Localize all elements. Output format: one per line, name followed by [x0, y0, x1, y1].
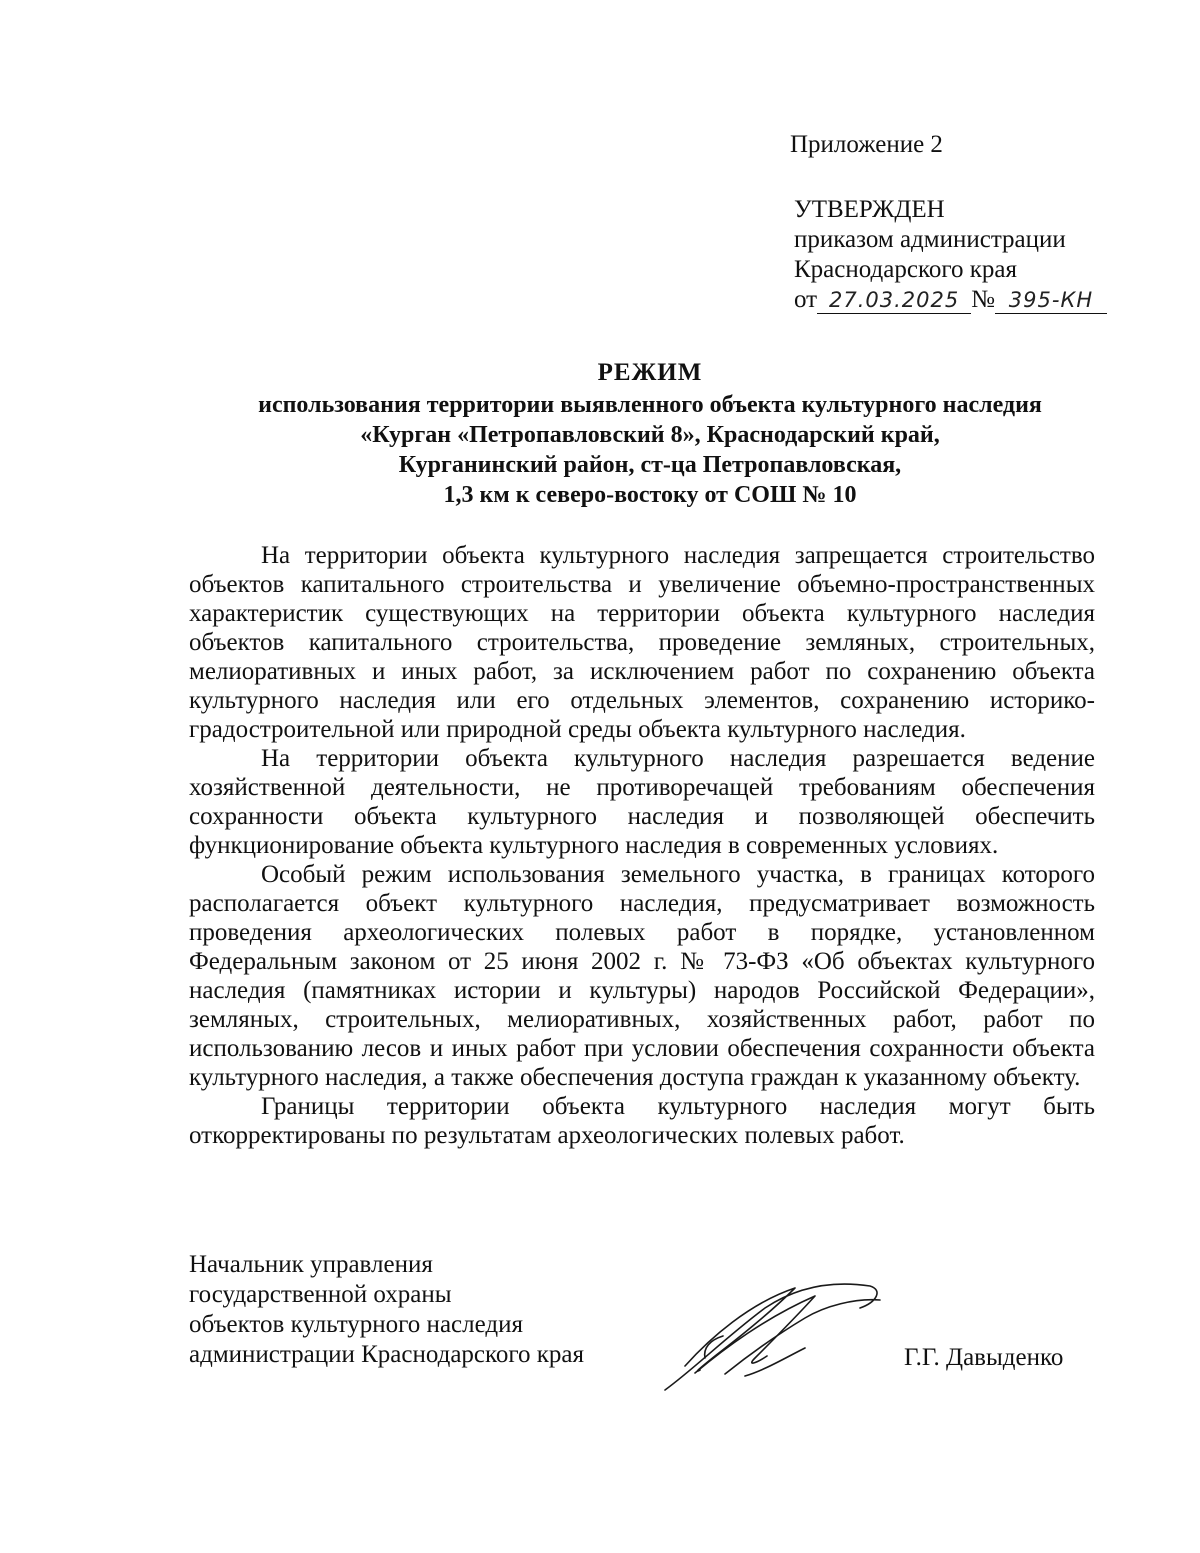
title-line-2: «Курган «Петропавловский 8», Краснодарский край, [360, 422, 940, 448]
position-line-2: государственной охраны [189, 1281, 452, 1308]
approval-date-number-line [794, 285, 1107, 315]
date-field [817, 287, 971, 314]
position-line-1: Начальник управления [189, 1251, 433, 1278]
appendix-label: Приложение 2 [790, 131, 943, 158]
date-prefix: от [794, 286, 818, 313]
document-body [189, 541, 1095, 1150]
title-line-4: 1,3 км к северо-востоку от СОШ № 10 [443, 482, 857, 508]
paragraph-1: На территории объекта культурного наследия запрещается строительство объектов капитального строительства и увеличение объемно-пространственных характеристик существующих на территории объекта культурного наследия объектов капитального строительства, проведение земляных, строительных, мелиоративных и иных работ, за исключением работ по сохранению объекта культурного наследия или его отдельных элементов, сохранению историко-градостроительной или природной среды объекта культурного наследия. [189, 542, 1095, 743]
title-main: РЕЖИМ [597, 359, 703, 386]
approval-line-1: приказом администрации [794, 226, 1066, 253]
number-field [995, 287, 1107, 314]
approval-line-2: Краснодарского края [794, 256, 1017, 283]
paragraph-3: Особый режим использования земельного участка, в границах которого располагается объект культурного наследия, предусматривает возможность проведения археологических полевых работ в порядке, установленном Федеральным законом от 25 июня 2002 г. № 73-ФЗ «Об объектах культурного наследия (памятниках истории и культуры) народов Российской Федерации», земляных, строительных, мелиоративных, хозяйственных работ, работ по использованию лесов и иных работ при условии обеспечения сохранности объекта культурного наследия, а также обеспечения доступа граждан к указанному объекту. [189, 861, 1095, 1091]
number-prefix: № [971, 286, 995, 313]
signatory-position [189, 1250, 584, 1370]
handwritten-number: 395-КН [1008, 288, 1094, 312]
title-line-1: использования территории выявленного объекта культурного наследия [258, 392, 1042, 418]
handwritten-signature [655, 1278, 885, 1393]
approval-stamp-block [794, 195, 1107, 315]
signatory-name: Г.Г. Давыденко [904, 1344, 1064, 1371]
document-title [150, 358, 1150, 510]
approval-status: УТВЕРЖДЕН [794, 196, 945, 223]
position-line-4: администрации Краснодарского края [189, 1341, 585, 1368]
position-line-3: объектов культурного наследия [189, 1311, 523, 1338]
paragraph-4: Границы территории объекта культурного наследия могут быть откорректированы по результатам археологических полевых работ. [189, 1093, 1095, 1149]
handwritten-date: 27.03.2025 [828, 288, 960, 312]
paragraph-2: На территории объекта культурного наследия разрешается ведение хозяйственной деятельности, не противоречащей требованиям обеспечения сохранности объекта культурного наследия и позволяющей обеспечить функционирование объекта культурного наследия в современных условиях. [189, 745, 1095, 859]
title-line-3: Курганинский район, ст-ца Петропавловская, [398, 452, 902, 478]
